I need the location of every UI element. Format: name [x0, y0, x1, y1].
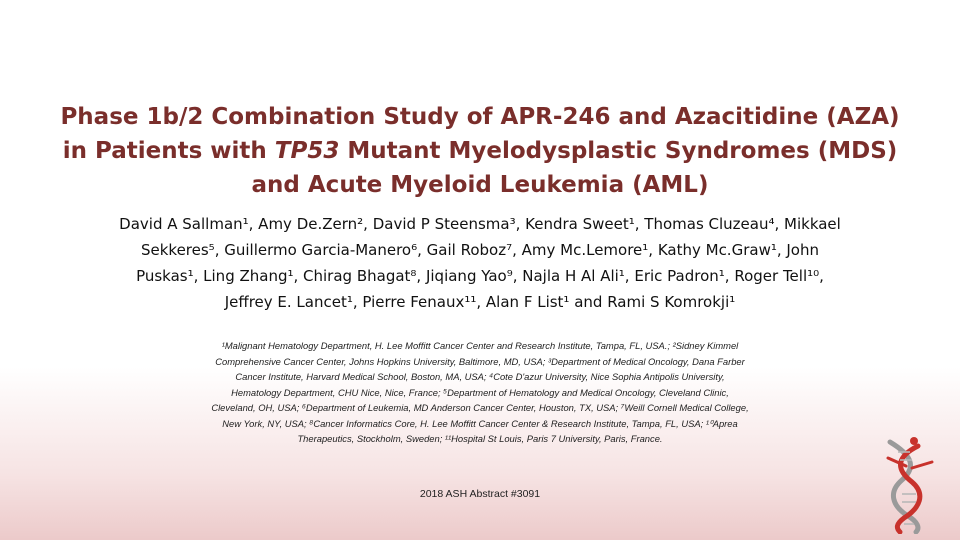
affiliation-list: [130, 338, 830, 447]
affiliation-line: New York, NY, USA; ⁸Cancer Informatics Core, H. Lee Moffitt Cancer Center & Research Institute, Tampa, FL, USA; ¹⁰Aprea: [222, 417, 738, 429]
title-gene-name: TP53: [274, 138, 340, 164]
author-line: David A Sallman¹, Amy De.Zern², David P Steensma³, Kendra Sweet¹, Thomas Cluzeau⁴, Mikkael: [119, 215, 841, 233]
affiliation-line: Cancer Institute, Harvard Medical School, Boston, MA, USA; ⁴Cote D'azur University, Nice Sophia Antipolis University,: [235, 371, 725, 382]
title-line-2-start: in Patients with: [62, 138, 275, 164]
title-line-3: and Acute Myeloid Leukemia (AML): [251, 172, 709, 198]
title-line-2: [30, 134, 930, 168]
author-list: [90, 211, 870, 315]
abstract-number: 2018 ASH Abstract #3091: [419, 488, 541, 500]
author-line: Sekkeres⁵, Guillermo Garcia-Manero⁶, Gail Roboz⁷, Amy Mc.Lemore¹, Kathy Mc.Graw¹, John: [140, 241, 819, 259]
dna-helix-figure-logo-icon: [876, 436, 940, 534]
affiliation-line: Cleveland, OH, USA; ⁶Department of Leukemia, MD Anderson Cancer Center, Houston, TX, USA; ⁷Weill Cornell Medical College,: [211, 402, 749, 413]
slide-title: [30, 100, 930, 202]
author-line: Puskas¹, Ling Zhang¹, Chirag Bhagat⁸, Jiqiang Yao⁹, Najla H Al Ali¹, Eric Padron¹, Roger Tell¹⁰,: [136, 267, 824, 285]
affiliation-line: Comprehensive Cancer Center, Johns Hopkins University, Baltimore, MD, USA; ³Department of Medical Oncology, Dana Farber: [215, 355, 745, 367]
title-line-1: Phase 1b/2 Combination Study of APR-246 and Azacitidine (AZA): [60, 104, 900, 130]
affiliation-line: Therapeutics, Stockholm, Sweden; ¹¹Hospital St Louis, Paris 7 University, Paris, France.: [297, 433, 663, 444]
title-line-2-end: Mutant Myelodysplastic Syndromes (MDS): [339, 138, 898, 164]
affiliation-line: Hematology Department, CHU Nice, Nice, France; ⁵Department of Hematology and Medical Oncology, Cleveland Clinic,: [231, 386, 729, 398]
author-line: Jeffrey E. Lancet¹, Pierre Fenaux¹¹, Alan F List¹ and Rami S Komrokji¹: [224, 293, 736, 311]
affiliation-line: ¹Malignant Hematology Department, H. Lee Moffitt Cancer Center and Research Institute, Tampa, FL, USA.; ²Sidney Kimmel: [221, 340, 739, 351]
